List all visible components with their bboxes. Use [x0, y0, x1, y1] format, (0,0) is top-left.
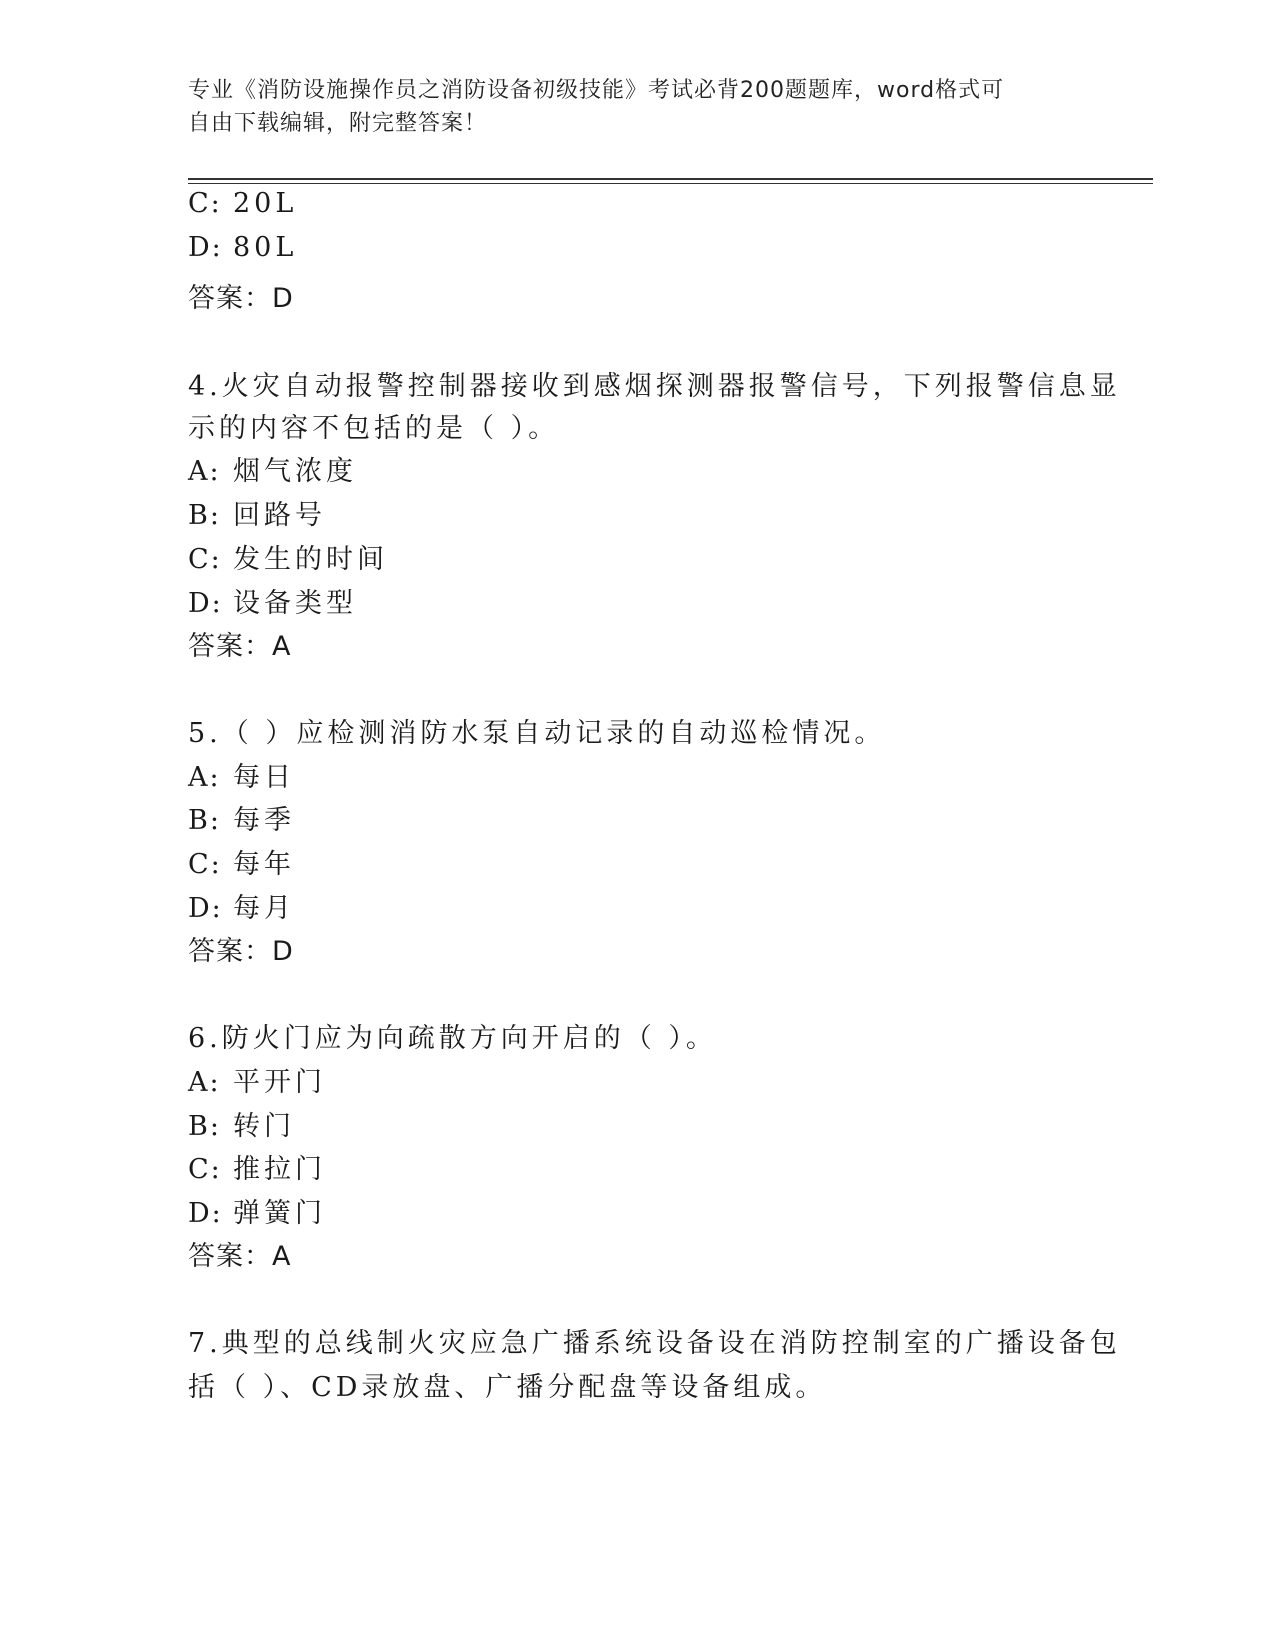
option-text: 烟气浓度 — [233, 456, 357, 487]
q6-stem-line-1: 6.防火门应为向疏散方向开启的（ ）。 — [188, 1023, 717, 1054]
option-letter: B: — [188, 500, 221, 531]
q7-stem-line-1: 7.典型的总线制火灾应急广播系统设备设在消防控制室的广播设备包 — [188, 1328, 1121, 1359]
option-letter: C: — [188, 544, 222, 575]
option-text: 每日 — [233, 762, 295, 793]
q4-stem-line-2: 示的内容不包括的是（ ）。 — [188, 413, 560, 444]
q5-option-a — [188, 755, 295, 794]
option-text: 每季 — [233, 805, 295, 836]
q6-answer: 答案：A — [188, 1241, 292, 1272]
option-letter: D: — [188, 232, 223, 263]
option-text: 回路号 — [233, 500, 326, 531]
q5-answer: 答案：D — [188, 936, 294, 967]
option-letter: D: — [188, 893, 223, 924]
q7-stem-line-2: 括（ ）、CD录放盘、广播分配盘等设备组成。 — [188, 1372, 827, 1403]
option-letter: A: — [188, 1067, 221, 1098]
option-letter: D: — [188, 1198, 223, 1229]
option-letter: C: — [188, 1154, 222, 1185]
option-text: 每月 — [233, 893, 295, 924]
header-line-2: 自由下载编辑，附完整答案！ — [188, 111, 488, 136]
q5-option-b — [188, 798, 295, 837]
page-header — [188, 74, 1068, 140]
q3-answer: 答案：D — [188, 283, 294, 314]
header-divider-thin — [188, 183, 1153, 184]
q4-option-a — [188, 449, 357, 488]
option-letter: A: — [188, 762, 221, 793]
q4-option-d — [188, 581, 357, 620]
option-text: 设备类型 — [233, 588, 357, 619]
option-letter: D: — [188, 588, 223, 619]
q3-option-c — [188, 188, 297, 219]
q6-option-a — [188, 1060, 326, 1099]
option-text: 发生的时间 — [233, 544, 388, 575]
option-text: 每年 — [233, 849, 295, 880]
option-letter: C: — [188, 849, 222, 880]
q6-option-c — [188, 1147, 326, 1186]
q4-stem-line-1: 4.火灾自动报警控制器接收到感烟探测器报警信号，下列报警信息显 — [188, 371, 1121, 402]
option-letter: A: — [188, 456, 221, 487]
option-letter: B: — [188, 1111, 221, 1142]
q6-option-d — [188, 1191, 326, 1230]
header-divider-thick — [188, 178, 1153, 180]
option-text: 20L — [233, 188, 298, 219]
q5-stem-line-1: 5.（ ）应检测消防水泵自动记录的自动巡检情况。 — [188, 718, 886, 749]
q5-option-d — [188, 886, 295, 925]
q5-option-c — [188, 842, 295, 881]
q4-option-b — [188, 493, 326, 532]
header-line-1: 专业《消防设施操作员之消防设备初级技能》考试必背200题题库，word格式可 — [188, 78, 1005, 103]
option-letter: C: — [188, 188, 222, 219]
q3-option-d — [188, 232, 297, 263]
q6-option-b — [188, 1104, 295, 1143]
option-text: 转门 — [233, 1111, 295, 1142]
q4-answer: 答案：A — [188, 631, 292, 662]
option-text: 80L — [233, 232, 298, 263]
option-letter: B: — [188, 805, 221, 836]
q4-option-c — [188, 537, 388, 576]
option-text: 平开门 — [233, 1067, 326, 1098]
option-text: 推拉门 — [233, 1154, 326, 1185]
option-text: 弹簧门 — [233, 1198, 326, 1229]
